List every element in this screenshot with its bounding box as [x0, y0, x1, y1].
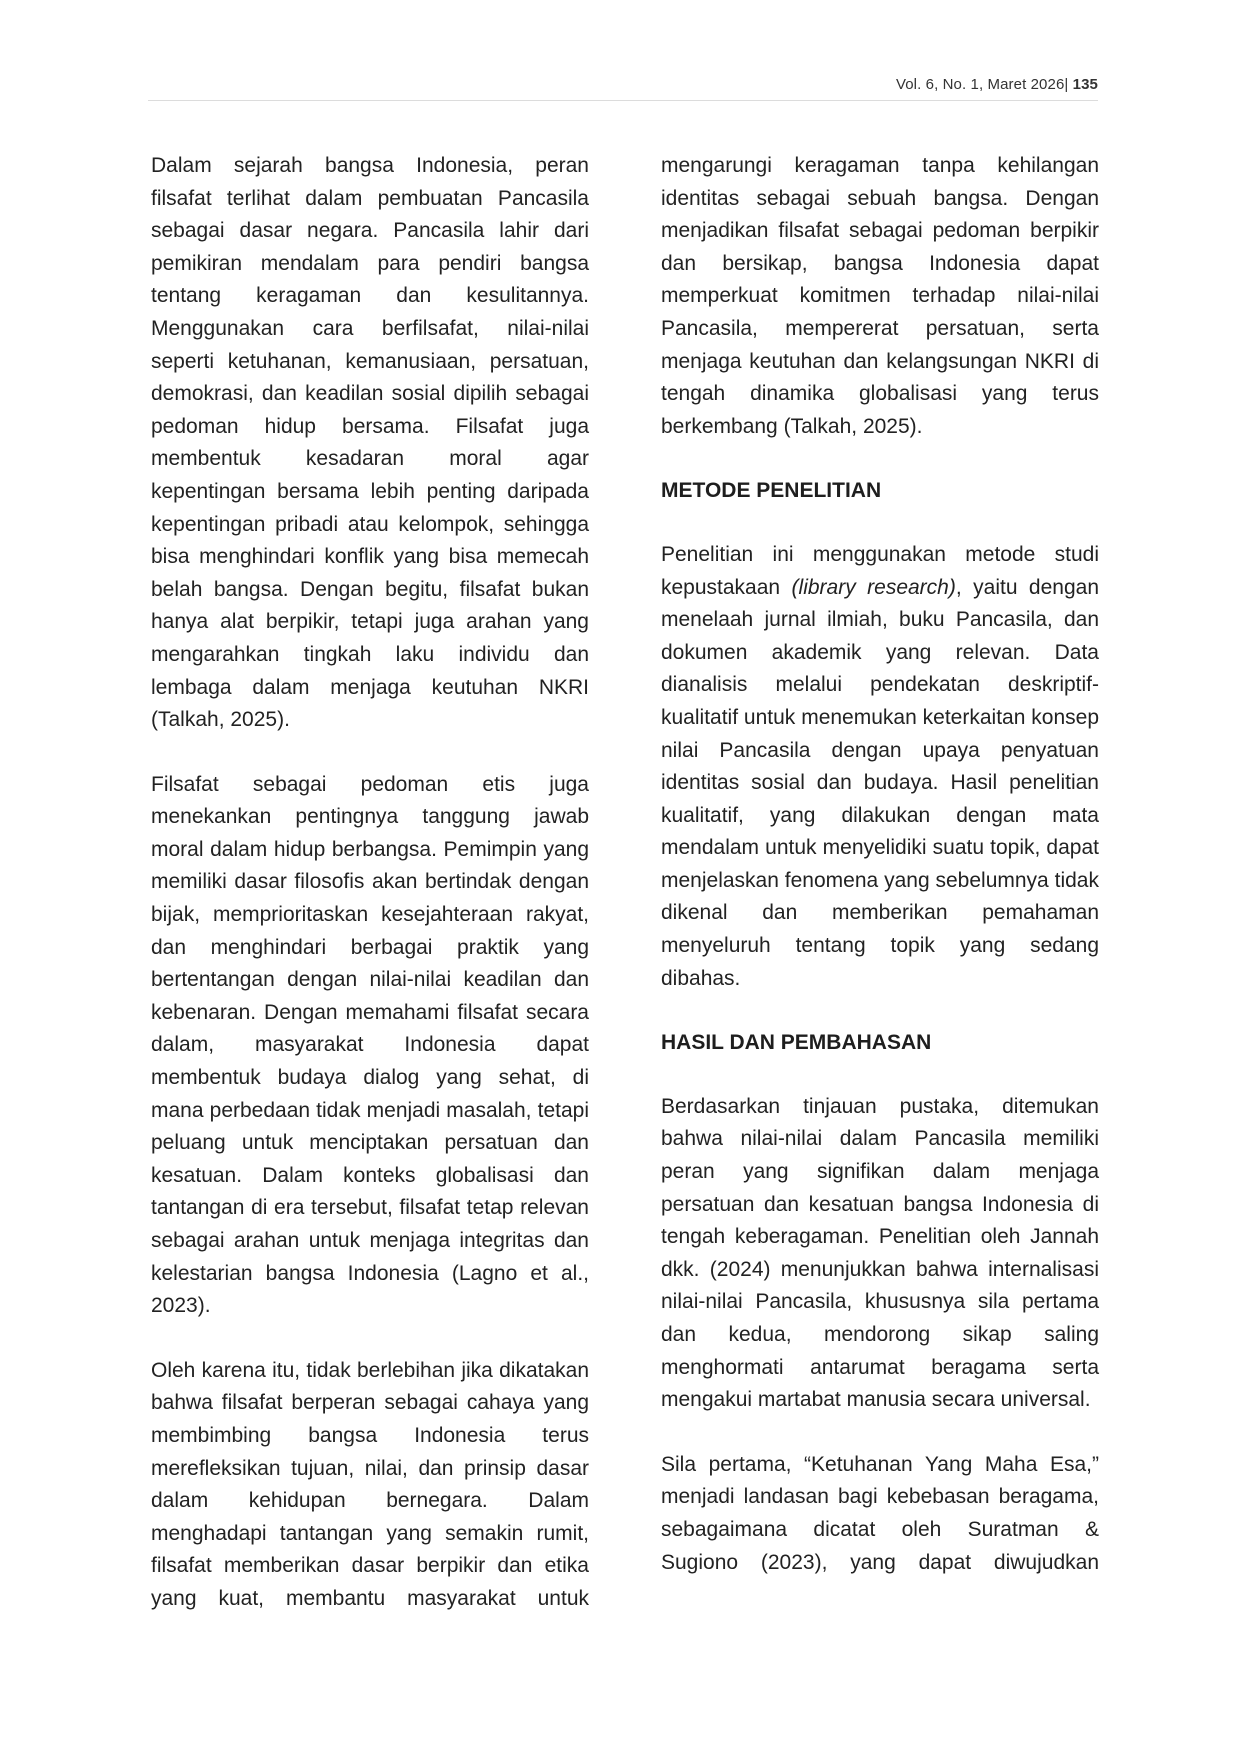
page-number: 135 [1072, 76, 1098, 93]
right-column [661, 150, 1099, 1611]
heading-research-method: METODE PENELITIAN [661, 479, 882, 503]
journal-issue: Vol. 6, No. 1, Maret 2026 [895, 76, 1065, 93]
paragraph-first-principle: Sila pertama, “Ketuhanan Yang Maha Esa,” menjadi landasan bagi kebebasan beragama, sebagaimana dicatat oleh Suratman & Sugiono (2023), yang dapat diwujudkan [661, 1452, 1099, 1574]
method-text-start: Penelitian ini menggunakan metode studi kepustakaan [661, 542, 1099, 599]
running-header [148, 76, 1098, 93]
method-text-italic: (library research) [791, 575, 956, 599]
left-column [151, 150, 589, 1648]
heading-results-discussion: HASIL DAN PEMBAHASAN [661, 1031, 932, 1055]
paragraph-philosophy-light: Oleh karena itu, tidak berlebihan jika dikatakan bahwa filsafat berperan sebagai cahaya yang membimbing bangsa Indonesia terus merefleksikan tujuan, nilai, dan prinsip dasar dalam kehidupan bernegara. Dalam menghadapi tantangan yang semakin rumit, filsafat memberikan dasar berpikir dan etika yang kuat, membantu masyarakat untuk [151, 1358, 589, 1610]
paragraph-results-findings: Berdasarkan tinjauan pustaka, ditemukan bahwa nilai-nilai dalam Pancasila memiliki peran yang signifikan dalam menjaga persatuan dan kesatuan bangsa Indonesia di tengah keberagaman. Penelitian oleh Jannah dkk. (2024) menunjukkan bahwa internalisasi nilai-nilai Pancasila, khususnya sila pertama dan kedua, mendorong sikap saling menghormati antarumat beragama serta mengakui martabat manusia secara universal. [661, 1094, 1099, 1412]
method-text-end: , yaitu dengan menelaah jurnal ilmiah, buku Pancasila, dan dokumen akademik yang relevan. Data dianalisis melalui pendekatan deskriptif-kualitatif untuk menemukan keterkaitan konsep nilai Pancasila dengan upaya penyatuan identitas sosial dan budaya. Hasil penelitian kualitatif, yang dilakukan dengan mata mendalam untuk menyelidiki suatu topik, dapat menjelaskan fenomena yang sebelumnya tidak dikenal dan memberikan pemahaman menyeluruh tentang topik yang sedang dibahas. [661, 575, 1100, 990]
paragraph-philosophy-history: Dalam sejarah bangsa Indonesia, peran filsafat terlihat dalam pembuatan Pancasila sebagai dasar negara. Pancasila lahir dari pemikiran mendalam para pendiri bangsa tentang keragaman dan kesulitannya. Menggunakan cara berfilsafat, nilai-nilai seperti ketuhanan, kemanusiaan, persatuan, demokrasi, dan keadilan sosial dipilih sebagai pedoman hidup bersama. Filsafat juga membentuk kesadaran moral agar kepentingan bersama lebih penting daripada kepentingan pribadi atau kelompok, sehingga bisa menghindari konflik yang bisa memecah belah bangsa. Dengan begitu, filsafat bukan hanya alat berpikir, tetapi juga arahan yang mengarahkan tingkah laku individu dan lembaga dalam menjaga keutuhan NKRI (Talkah, 2025). [151, 154, 589, 732]
paragraph-research-method [661, 539, 1099, 995]
paragraph-ethical-guidance: Filsafat sebagai pedoman etis juga menekankan pentingnya tanggung jawab moral dalam hidup berbangsa. Pemimpin yang memiliki dasar filosofis akan bertindak dengan bijak, memprioritaskan kesejahteraan rakyat, dan menghindari berbagai praktik yang bertentangan dengan nilai-nilai keadilan dan kebenaran. Dengan memahami filsafat secara dalam, masyarakat Indonesia dapat membentuk budaya dialog yang sehat, di mana perbedaan tidak menjadi masalah, tetapi peluang untuk menciptakan persatuan dan kesatuan. Dalam konteks globalisasi dan tantangan di era tersebut, filsafat tetap relevan sebagai arahan untuk menjaga integritas dan kelestarian bangsa Indonesia (Lagno et al., 2023). [151, 772, 589, 1318]
paragraph-continuation: mengarungi keragaman tanpa kehilangan identitas sebagai sebuah bangsa. Dengan menjadikan filsafat sebagai pedoman berpikir dan bersikap, bangsa Indonesia dapat memperkuat komitmen terhadap nilai-nilai Pancasila, mempererat persatuan, serta menjaga keutuhan dan kelangsungan NKRI di tengah dinamika globalisasi yang terus berkembang (Talkah, 2025). [661, 154, 1099, 438]
header-divider [148, 100, 1098, 101]
header-separator: | [1064, 76, 1069, 93]
